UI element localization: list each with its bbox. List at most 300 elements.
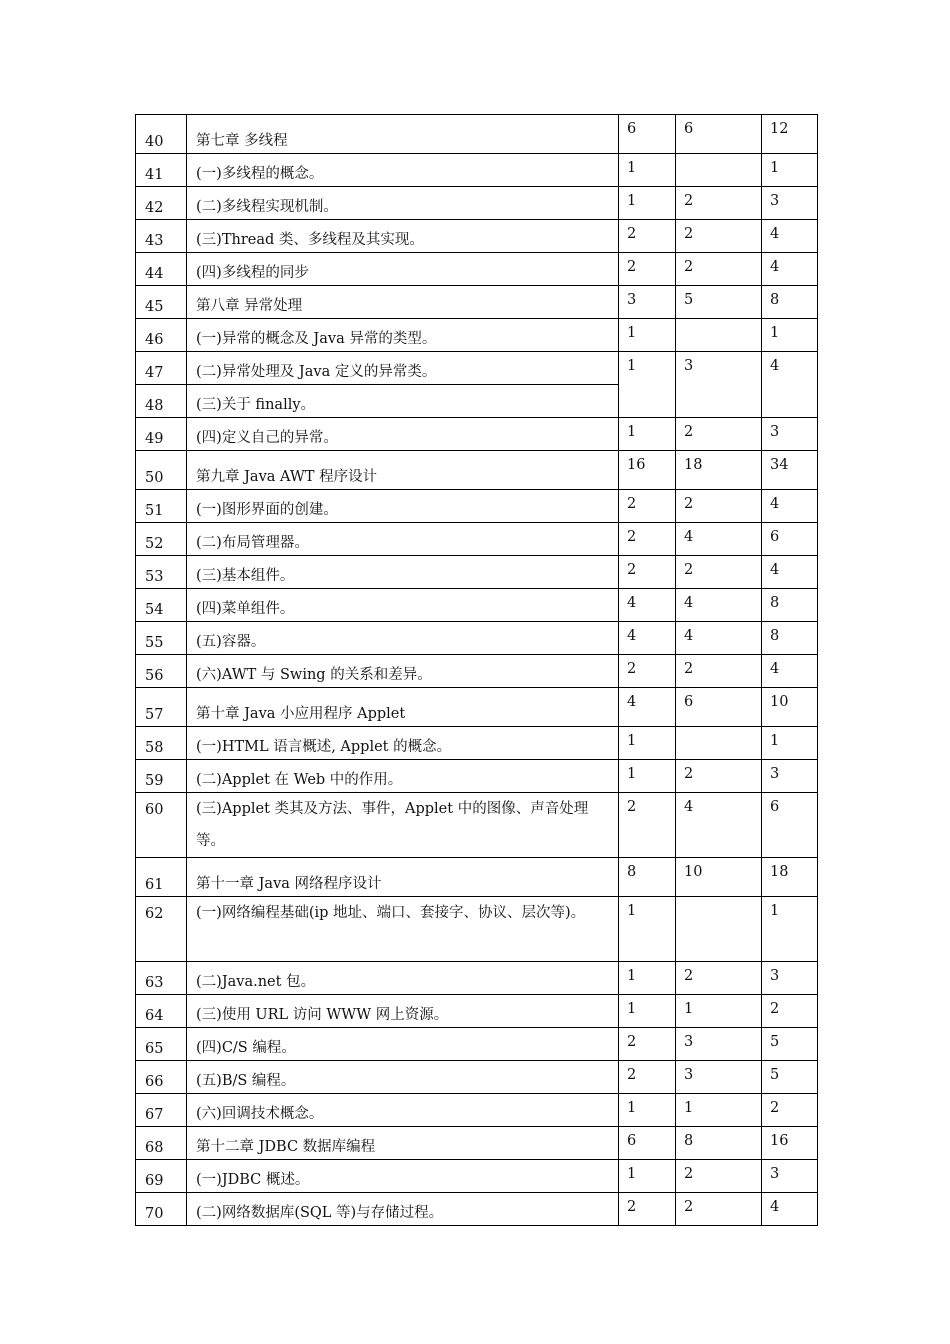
table-row	[136, 1061, 818, 1094]
total-hours-cell	[762, 451, 818, 490]
lecture-hours: 8	[627, 864, 637, 880]
row-title-cell	[187, 1160, 619, 1193]
lecture-hours-cell	[619, 523, 676, 556]
total-hours-cell	[762, 1094, 818, 1127]
table-row	[136, 1160, 818, 1193]
lab-hours: 2	[684, 562, 694, 578]
lecture-hours: 1	[627, 358, 637, 374]
row-number: 59	[145, 773, 164, 789]
row-title: 第十二章 JDBC 数据库编程	[196, 1139, 376, 1155]
lecture-hours-cell	[619, 688, 676, 727]
row-title: (二)异常处理及 Java 定义的异常类。	[196, 364, 437, 380]
row-number: 45	[145, 299, 164, 315]
total-hours-cell	[762, 490, 818, 523]
lab-hours: 2	[684, 661, 694, 677]
lecture-hours-cell	[619, 622, 676, 655]
lecture-hours: 2	[627, 799, 637, 815]
row-number: 61	[145, 877, 164, 893]
table-row	[136, 418, 818, 451]
row-number-cell	[136, 220, 187, 253]
lecture-hours-cell	[619, 589, 676, 622]
row-number-cell	[136, 897, 187, 962]
table-row	[136, 962, 818, 995]
total-hours-cell	[762, 655, 818, 688]
total-hours-cell	[762, 688, 818, 727]
lab-hours-cell	[676, 154, 762, 187]
table-row	[136, 1028, 818, 1061]
lecture-hours-cell	[619, 556, 676, 589]
row-title-cell	[187, 352, 619, 385]
lab-hours-cell	[676, 727, 762, 760]
lab-hours-cell	[676, 115, 762, 154]
row-number-cell	[136, 352, 187, 385]
row-title-cell	[187, 1193, 619, 1226]
lab-hours: 5	[684, 292, 694, 308]
lecture-hours-cell	[619, 897, 676, 962]
table-row	[136, 727, 818, 760]
total-hours-cell	[762, 589, 818, 622]
lab-hours-cell	[676, 1094, 762, 1127]
lab-hours-cell	[676, 319, 762, 352]
lecture-hours-cell	[619, 154, 676, 187]
row-number-cell	[136, 556, 187, 589]
row-number-cell	[136, 622, 187, 655]
row-number-cell	[136, 385, 187, 418]
row-title: (六)回调技术概念。	[196, 1106, 324, 1122]
total-hours-cell	[762, 220, 818, 253]
lecture-hours-cell	[619, 793, 676, 858]
total-hours-cell	[762, 253, 818, 286]
row-title-cell	[187, 1094, 619, 1127]
total-hours-cell	[762, 622, 818, 655]
table-row	[136, 655, 818, 688]
table-row	[136, 793, 818, 858]
lecture-hours-cell	[619, 286, 676, 319]
lab-hours-cell	[676, 1127, 762, 1160]
row-title: (二)布局管理器。	[196, 535, 309, 551]
lecture-hours-cell	[619, 1193, 676, 1226]
lecture-hours-cell	[619, 352, 676, 418]
row-number: 58	[145, 740, 164, 756]
lab-hours: 4	[684, 628, 694, 644]
lab-hours-cell	[676, 490, 762, 523]
total-hours: 18	[770, 864, 789, 880]
lab-hours: 1	[684, 1100, 694, 1116]
row-number: 53	[145, 569, 164, 585]
total-hours-cell	[762, 897, 818, 962]
row-number-cell	[136, 1061, 187, 1094]
lab-hours: 2	[684, 1166, 694, 1182]
row-title-cell	[187, 556, 619, 589]
lecture-hours-cell	[619, 962, 676, 995]
row-title: (一)HTML 语言概述, Applet 的概念。	[196, 739, 452, 755]
lab-hours: 6	[684, 121, 694, 137]
row-title: (五)容器。	[196, 634, 266, 650]
row-title-cell	[187, 962, 619, 995]
total-hours: 10	[770, 694, 789, 710]
row-number: 63	[145, 975, 164, 991]
lecture-hours-cell	[619, 995, 676, 1028]
total-hours-cell	[762, 1028, 818, 1061]
lecture-hours: 2	[627, 562, 637, 578]
lecture-hours: 1	[627, 193, 637, 209]
row-number-cell	[136, 793, 187, 858]
lab-hours-cell	[676, 187, 762, 220]
row-title-cell	[187, 1028, 619, 1061]
row-number-cell	[136, 523, 187, 556]
total-hours-cell	[762, 154, 818, 187]
table-row	[136, 995, 818, 1028]
row-title: (二)Applet 在 Web 中的作用。	[196, 772, 403, 788]
table-row	[136, 319, 818, 352]
lecture-hours: 1	[627, 325, 637, 341]
row-number: 48	[145, 398, 164, 414]
lecture-hours: 2	[627, 226, 637, 242]
lab-hours: 4	[684, 595, 694, 611]
table-row	[136, 286, 818, 319]
lecture-hours-cell	[619, 655, 676, 688]
total-hours-cell	[762, 418, 818, 451]
table-row	[136, 451, 818, 490]
lecture-hours: 1	[627, 766, 637, 782]
row-number-cell	[136, 115, 187, 154]
lecture-hours: 16	[627, 457, 646, 473]
lab-hours: 2	[684, 766, 694, 782]
lab-hours-cell	[676, 451, 762, 490]
total-hours-cell	[762, 319, 818, 352]
row-number-cell	[136, 319, 187, 352]
row-title-cell	[187, 187, 619, 220]
row-title-cell	[187, 858, 619, 897]
total-hours: 1	[770, 903, 780, 919]
lecture-hours-cell	[619, 115, 676, 154]
row-title: (五)B/S 编程。	[196, 1073, 296, 1089]
lab-hours-cell	[676, 253, 762, 286]
lecture-hours-cell	[619, 1127, 676, 1160]
row-number: 40	[145, 134, 164, 150]
row-number-cell	[136, 760, 187, 793]
table-body	[136, 115, 818, 1226]
syllabus-table	[135, 114, 818, 1226]
row-title: (四)菜单组件。	[196, 601, 295, 617]
total-hours: 4	[770, 661, 780, 677]
row-number: 52	[145, 536, 164, 552]
row-title-cell	[187, 115, 619, 154]
table-row	[136, 523, 818, 556]
total-hours: 5	[770, 1034, 780, 1050]
row-number-cell	[136, 962, 187, 995]
total-hours: 3	[770, 766, 780, 782]
lecture-hours: 1	[627, 968, 637, 984]
row-title: (三)基本组件。	[196, 568, 295, 584]
row-number: 62	[145, 906, 164, 922]
total-hours-cell	[762, 523, 818, 556]
total-hours-cell	[762, 187, 818, 220]
lab-hours: 2	[684, 193, 694, 209]
lecture-hours-cell	[619, 418, 676, 451]
row-number-cell	[136, 655, 187, 688]
row-title-cell	[187, 793, 619, 858]
row-title: (二)多线程实现机制。	[196, 199, 338, 215]
lab-hours-cell	[676, 589, 762, 622]
lecture-hours: 2	[627, 496, 637, 512]
lab-hours-cell	[676, 523, 762, 556]
total-hours: 2	[770, 1001, 780, 1017]
lab-hours-cell	[676, 220, 762, 253]
total-hours: 4	[770, 259, 780, 275]
lecture-hours: 3	[627, 292, 637, 308]
lab-hours-cell	[676, 1028, 762, 1061]
lecture-hours-cell	[619, 319, 676, 352]
total-hours: 4	[770, 496, 780, 512]
lecture-hours: 2	[627, 259, 637, 275]
row-number: 70	[145, 1206, 164, 1222]
row-title-cell	[187, 154, 619, 187]
row-title-cell	[187, 622, 619, 655]
row-title: 第九章 Java AWT 程序设计	[196, 469, 378, 485]
total-hours: 5	[770, 1067, 780, 1083]
table-row	[136, 187, 818, 220]
table-row	[136, 858, 818, 897]
row-title: (三)使用 URL 访问 WWW 网上资源。	[196, 1007, 449, 1023]
total-hours: 2	[770, 1100, 780, 1116]
row-number-cell	[136, 1028, 187, 1061]
row-number-cell	[136, 253, 187, 286]
lab-hours: 2	[684, 226, 694, 242]
lecture-hours: 2	[627, 1199, 637, 1215]
lab-hours: 2	[684, 496, 694, 512]
row-title-cell	[187, 523, 619, 556]
row-number: 49	[145, 431, 164, 447]
lecture-hours-cell	[619, 220, 676, 253]
lecture-hours: 1	[627, 1166, 637, 1182]
row-number-cell	[136, 451, 187, 490]
lecture-hours: 4	[627, 694, 637, 710]
row-title-cell	[187, 253, 619, 286]
row-title: (一)异常的概念及 Java 异常的类型。	[196, 331, 437, 347]
lab-hours: 4	[684, 799, 694, 815]
row-number: 64	[145, 1008, 164, 1024]
row-title-cell	[187, 1127, 619, 1160]
lecture-hours: 2	[627, 661, 637, 677]
lecture-hours: 4	[627, 628, 637, 644]
row-number: 68	[145, 1140, 164, 1156]
total-hours: 3	[770, 968, 780, 984]
total-hours: 4	[770, 226, 780, 242]
row-number-cell	[136, 187, 187, 220]
total-hours-cell	[762, 1160, 818, 1193]
row-title: (三)关于 finally。	[196, 397, 316, 413]
row-title-cell	[187, 418, 619, 451]
table-row	[136, 1127, 818, 1160]
row-number-cell	[136, 1127, 187, 1160]
table-row	[136, 490, 818, 523]
total-hours-cell	[762, 556, 818, 589]
total-hours-cell	[762, 1127, 818, 1160]
row-title: (四)C/S 编程。	[196, 1040, 296, 1056]
total-hours: 6	[770, 529, 780, 545]
lab-hours-cell	[676, 622, 762, 655]
row-title-cell	[187, 220, 619, 253]
row-title-cell	[187, 1061, 619, 1094]
lecture-hours: 1	[627, 733, 637, 749]
row-title: 第八章 异常处理	[196, 298, 303, 314]
lab-hours-cell	[676, 1160, 762, 1193]
lab-hours-cell	[676, 556, 762, 589]
lecture-hours-cell	[619, 1028, 676, 1061]
total-hours: 8	[770, 628, 780, 644]
table-row	[136, 253, 818, 286]
total-hours-cell	[762, 352, 818, 418]
total-hours-cell	[762, 995, 818, 1028]
total-hours: 1	[770, 325, 780, 341]
lecture-hours-cell	[619, 1094, 676, 1127]
total-hours: 3	[770, 424, 780, 440]
row-number: 47	[145, 365, 164, 381]
row-title: 第七章 多线程	[196, 133, 288, 149]
row-number-cell	[136, 154, 187, 187]
lecture-hours: 6	[627, 1133, 637, 1149]
lecture-hours-cell	[619, 727, 676, 760]
row-title: (一)多线程的概念。	[196, 166, 324, 182]
row-title: (二)网络数据库(SQL 等)与存储过程。	[196, 1205, 444, 1221]
row-number: 60	[145, 802, 164, 818]
lecture-hours: 1	[627, 903, 637, 919]
lecture-hours: 1	[627, 1001, 637, 1017]
row-number-cell	[136, 589, 187, 622]
row-title-cell	[187, 655, 619, 688]
total-hours: 8	[770, 595, 780, 611]
row-title: (四)定义自己的异常。	[196, 430, 338, 446]
total-hours: 1	[770, 160, 780, 176]
lecture-hours: 1	[627, 1100, 637, 1116]
lab-hours: 2	[684, 968, 694, 984]
lab-hours-cell	[676, 655, 762, 688]
total-hours-cell	[762, 1061, 818, 1094]
row-title-cell	[187, 760, 619, 793]
total-hours-cell	[762, 760, 818, 793]
total-hours: 4	[770, 562, 780, 578]
lecture-hours-cell	[619, 858, 676, 897]
row-number: 57	[145, 707, 164, 723]
row-title-cell	[187, 286, 619, 319]
table-row	[136, 220, 818, 253]
table-row	[136, 1193, 818, 1226]
row-number-cell	[136, 688, 187, 727]
row-number: 44	[145, 266, 164, 282]
lab-hours-cell	[676, 418, 762, 451]
lab-hours-cell	[676, 793, 762, 858]
lecture-hours-cell	[619, 253, 676, 286]
table-row	[136, 622, 818, 655]
total-hours-cell	[762, 286, 818, 319]
lab-hours-cell	[676, 897, 762, 962]
lab-hours-cell	[676, 688, 762, 727]
row-number: 42	[145, 200, 164, 216]
row-title: (一)图形界面的创建。	[196, 502, 338, 518]
row-number-cell	[136, 286, 187, 319]
total-hours: 4	[770, 358, 780, 374]
row-title-cell	[187, 897, 619, 962]
row-number: 51	[145, 503, 164, 519]
total-hours-cell	[762, 858, 818, 897]
lecture-hours-cell	[619, 1061, 676, 1094]
lecture-hours-cell	[619, 451, 676, 490]
lab-hours: 18	[684, 457, 703, 473]
row-number: 41	[145, 167, 164, 183]
row-number: 50	[145, 470, 164, 486]
table-row	[136, 589, 818, 622]
total-hours-cell	[762, 115, 818, 154]
lab-hours-cell	[676, 1193, 762, 1226]
total-hours-cell	[762, 1193, 818, 1226]
total-hours: 6	[770, 799, 780, 815]
row-title-cell	[187, 589, 619, 622]
lab-hours-cell	[676, 760, 762, 793]
lab-hours: 2	[684, 259, 694, 275]
total-hours-cell	[762, 793, 818, 858]
lab-hours: 1	[684, 1001, 694, 1017]
row-title: (六)AWT 与 Swing 的关系和差异。	[196, 667, 432, 683]
lecture-hours-cell	[619, 760, 676, 793]
row-title: (三)Applet 类其及方法、事件，Applet 中的图像、声音处理等。	[196, 801, 589, 849]
lecture-hours: 2	[627, 1034, 637, 1050]
lab-hours: 4	[684, 529, 694, 545]
row-title: (三)Thread 类、多线程及其实现。	[196, 232, 424, 248]
row-number: 55	[145, 635, 164, 651]
total-hours: 8	[770, 292, 780, 308]
total-hours-cell	[762, 727, 818, 760]
row-number: 65	[145, 1041, 164, 1057]
row-title: (二)Java.net 包。	[196, 974, 316, 990]
lecture-hours: 2	[627, 529, 637, 545]
lecture-hours: 4	[627, 595, 637, 611]
row-title-cell	[187, 319, 619, 352]
total-hours: 12	[770, 121, 789, 137]
lecture-hours-cell	[619, 490, 676, 523]
table-row	[136, 1094, 818, 1127]
row-number: 67	[145, 1107, 164, 1123]
row-title: 第十章 Java 小应用程序 Applet	[196, 706, 406, 722]
lab-hours: 3	[684, 1067, 694, 1083]
table-row	[136, 556, 818, 589]
lab-hours-cell	[676, 352, 762, 418]
lecture-hours: 2	[627, 1067, 637, 1083]
row-number: 43	[145, 233, 164, 249]
total-hours: 1	[770, 733, 780, 749]
row-number-cell	[136, 1193, 187, 1226]
total-hours: 34	[770, 457, 789, 473]
lab-hours: 3	[684, 358, 694, 374]
lecture-hours: 1	[627, 424, 637, 440]
lecture-hours-cell	[619, 1160, 676, 1193]
lab-hours-cell	[676, 286, 762, 319]
lab-hours-cell	[676, 858, 762, 897]
row-number-cell	[136, 418, 187, 451]
lab-hours: 6	[684, 694, 694, 710]
table-row	[136, 688, 818, 727]
row-number: 56	[145, 668, 164, 684]
total-hours: 16	[770, 1133, 789, 1149]
row-number-cell	[136, 1160, 187, 1193]
row-title-cell	[187, 490, 619, 523]
row-title-cell	[187, 451, 619, 490]
row-number-cell	[136, 995, 187, 1028]
row-title-cell	[187, 385, 619, 418]
table-row	[136, 897, 818, 962]
row-number-cell	[136, 858, 187, 897]
total-hours: 4	[770, 1199, 780, 1215]
